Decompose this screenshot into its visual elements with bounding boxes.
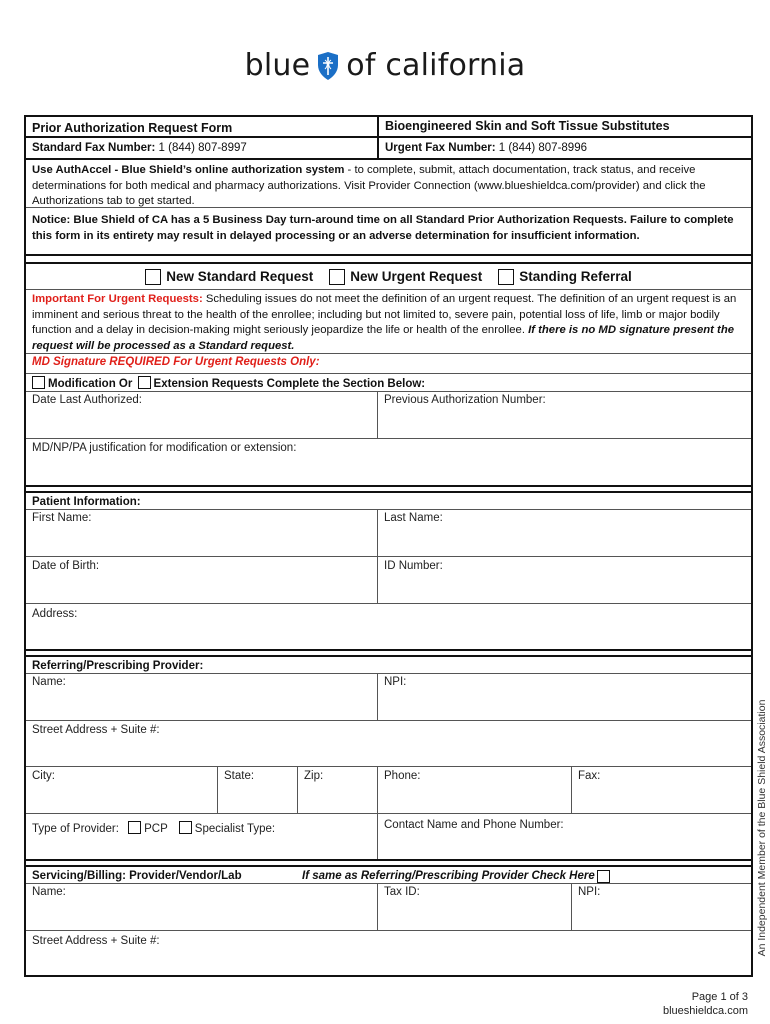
notice-text: Notice: Blue Shield of CA has a 5 Business Day turn-around time on all Standard Prior Authorization Requests. Failure to complete this form in its entirety may result in delayed processing or an adverse determination for insufficient information. bbox=[32, 214, 734, 242]
patient-first-name-field[interactable]: First Name: bbox=[32, 512, 92, 524]
standing-referral-label: Standing Referral bbox=[519, 269, 632, 284]
urgent-label: Important For Urgent Requests: bbox=[32, 293, 203, 305]
logo-text-right: of california bbox=[346, 48, 526, 83]
urgent-fax-value: 1 (844) 807-8996 bbox=[498, 142, 587, 154]
page-footer bbox=[663, 990, 748, 1018]
standing-referral-option[interactable] bbox=[498, 268, 632, 285]
prior-authorization-form bbox=[24, 115, 753, 977]
modification-checkbox[interactable] bbox=[32, 376, 45, 389]
authaccel-rest: - to complete, submit, attach documentation, track status, and receive determinations for both medical and pharmacy authorizations. Visit Provider Connection (www.blueshieldca.com/provider) and click the Authorizations tab to get started. bbox=[32, 164, 706, 207]
association-text: An Independent Member of the Blue Shield Association bbox=[756, 699, 768, 957]
standard-fax-label: Standard Fax Number: bbox=[32, 142, 156, 154]
referring-npi-field[interactable]: NPI: bbox=[377, 674, 751, 720]
request-type-options bbox=[26, 264, 751, 289]
standard-fax-value: 1 (844) 807-8997 bbox=[158, 142, 247, 154]
referring-street-field[interactable]: Street Address + Suite #: bbox=[32, 724, 160, 736]
servicing-tax-id-field[interactable]: Tax ID: bbox=[377, 884, 571, 930]
authaccel-bold: Use AuthAccel - Blue Shield’s online authorization system bbox=[32, 164, 345, 176]
date-last-authorized-field[interactable]: Date Last Authorized: bbox=[32, 394, 142, 406]
modification-label: Modification Or bbox=[48, 378, 133, 390]
justification-field[interactable]: MD/NP/PA justification for modification or extension: bbox=[32, 442, 297, 454]
servicing-heading-row bbox=[26, 867, 751, 883]
urgent-text: Scheduling issues do not meet the definition of an urgent request. The definition of an urgent request is an imminent and serious threat to the health of the enrollee; including but not limited to, severe pain, potential loss of life, limb or major bodily function and a delay in decision-making might seriously jeopardize the life or health of the enrollee. bbox=[32, 293, 737, 336]
urgent-fax-label: Urgent Fax Number: bbox=[385, 142, 496, 154]
md-signature-line[interactable]: MD Signature REQUIRED For Urgent Requests Only: bbox=[32, 356, 320, 368]
contact-name-phone-field[interactable]: Contact Name and Phone Number: bbox=[377, 814, 751, 859]
side-association-note bbox=[753, 690, 770, 966]
servicing-heading: Servicing/Billing: Provider/Vendor/Lab bbox=[32, 870, 242, 882]
urgent-fax bbox=[377, 138, 751, 158]
new-standard-request-checkbox[interactable] bbox=[145, 269, 161, 285]
patient-address-field[interactable]: Address: bbox=[32, 608, 78, 620]
same-as-referring-checkbox[interactable] bbox=[597, 870, 610, 883]
new-urgent-request-label: New Urgent Request bbox=[350, 269, 483, 284]
new-urgent-request-option[interactable] bbox=[329, 268, 482, 285]
servicing-name-field[interactable]: Name: bbox=[32, 886, 66, 898]
servicing-npi-field[interactable]: NPI: bbox=[571, 884, 751, 930]
referring-state-field[interactable]: State: bbox=[217, 767, 297, 813]
footer-website: blueshieldca.com bbox=[663, 1005, 748, 1017]
modification-extension-heading bbox=[26, 374, 751, 391]
referring-fax-field[interactable]: Fax: bbox=[571, 767, 751, 813]
blue-shield-logo bbox=[0, 48, 770, 83]
new-urgent-request-checkbox[interactable] bbox=[329, 269, 345, 285]
new-standard-request-label: New Standard Request bbox=[166, 269, 314, 284]
specialist-type-label[interactable]: Specialist Type: bbox=[194, 823, 276, 835]
patient-last-name-field[interactable]: Last Name: bbox=[377, 510, 751, 556]
page-number: Page 1 of 3 bbox=[691, 991, 748, 1003]
standing-referral-checkbox[interactable] bbox=[498, 269, 514, 285]
authaccel-info bbox=[26, 160, 751, 207]
provider-type-label: Type of Provider: bbox=[32, 823, 119, 835]
urgent-emphasis: If there is no MD signature present the request will be processed as a Standard request. bbox=[32, 324, 734, 352]
same-as-referring-label: If same as Referring/Prescribing Provider Check Here bbox=[302, 870, 595, 882]
pcp-checkbox[interactable] bbox=[128, 821, 141, 834]
referring-zip-field[interactable]: Zip: bbox=[297, 767, 377, 813]
patient-id-number-field[interactable]: ID Number: bbox=[377, 557, 751, 603]
extension-checkbox[interactable] bbox=[138, 376, 151, 389]
provider-type-field bbox=[26, 814, 377, 859]
extension-label: Extension Requests Complete the Section Below: bbox=[153, 378, 426, 390]
urgent-request-info bbox=[26, 290, 751, 353]
specialist-checkbox[interactable] bbox=[179, 821, 192, 834]
referring-name-field[interactable]: Name: bbox=[32, 676, 66, 688]
patient-heading: Patient Information: bbox=[32, 496, 141, 508]
standard-fax bbox=[26, 138, 377, 158]
shield-icon bbox=[316, 51, 340, 81]
form-subject: Bioengineered Skin and Soft Tissue Substitutes bbox=[377, 117, 751, 136]
servicing-street-field[interactable]: Street Address + Suite #: bbox=[32, 935, 160, 947]
patient-dob-field[interactable]: Date of Birth: bbox=[32, 560, 100, 572]
form-title: Prior Authorization Request Form bbox=[32, 121, 233, 135]
new-standard-request-option[interactable] bbox=[145, 268, 313, 285]
referring-city-field[interactable]: City: bbox=[32, 770, 55, 782]
pcp-label: PCP bbox=[144, 823, 168, 835]
referring-phone-field[interactable]: Phone: bbox=[377, 767, 571, 813]
previous-authorization-number-field[interactable]: Previous Authorization Number: bbox=[377, 392, 751, 438]
logo-text-left: blue bbox=[244, 48, 311, 83]
referring-provider-heading: Referring/Prescribing Provider: bbox=[32, 660, 204, 672]
